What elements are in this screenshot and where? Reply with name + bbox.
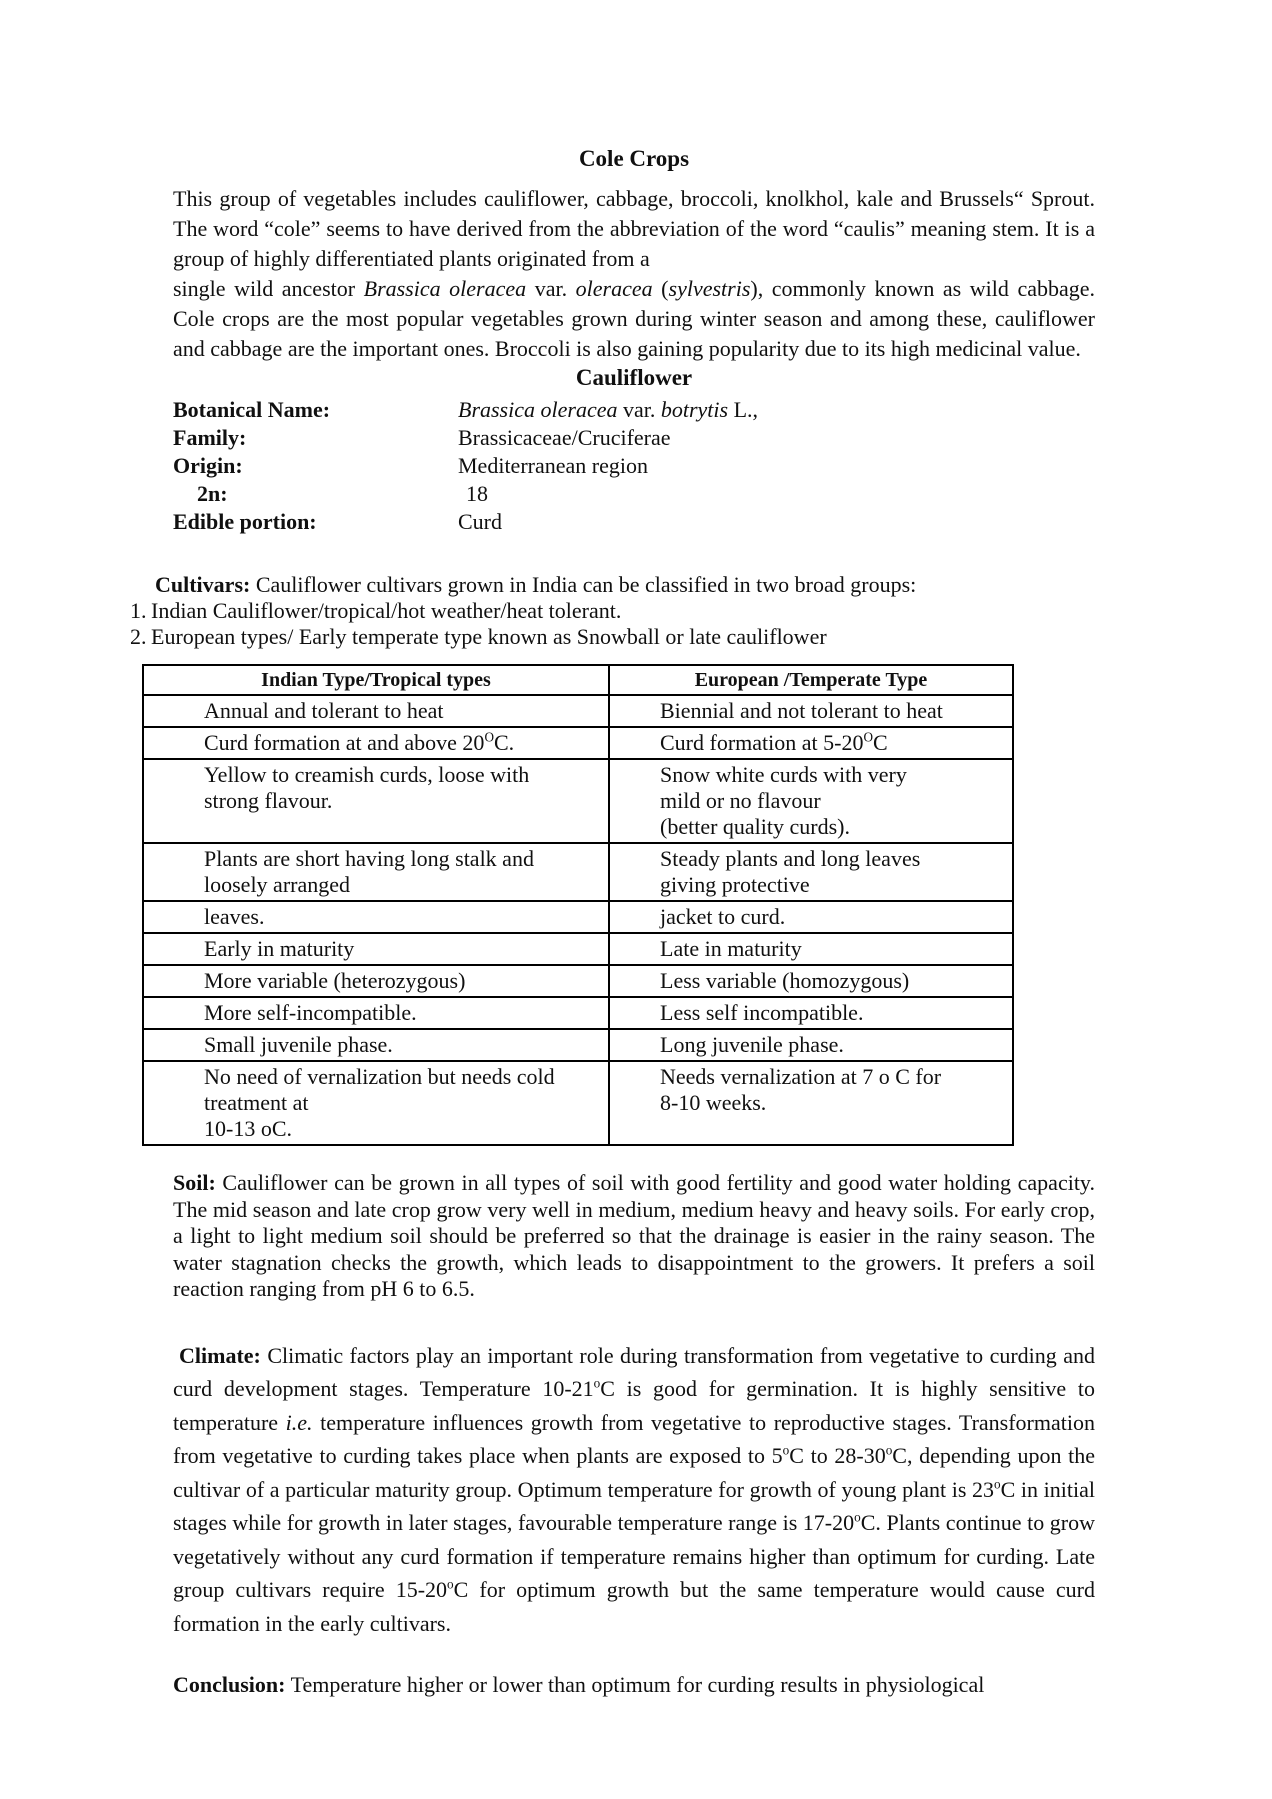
soil-paragraph: Soil: Cauliflower can be grown in all types of soil with good fertility and good water holding capacity. The mid season and late crop grow very well in medium, medium heavy and heavy soils. For early crop, a light to light medium soil should be preferred so that the drainage is easier in the rainy season. The water stagnation checks the growth, which leads to disappointment to the growers. It prefers a soil reaction ranging from pH 6 to 6.5.: [173, 1170, 1095, 1301]
fact-label: Family:: [173, 425, 247, 450]
table-row: [143, 901, 1013, 933]
table-header-indian-type: Indian Type/Tropical types: [143, 665, 609, 695]
table-cell-left: More variable (heterozygous): [143, 965, 609, 997]
table-cell-left: Small juvenile phase.: [143, 1029, 609, 1061]
list-item-text: Indian Cauliflower/tropical/hot weather/heat tolerant.: [151, 598, 622, 623]
page-title: Cole Crops: [578, 146, 690, 171]
list-item: [130, 598, 1095, 624]
fact-value: Brassica oleracea var. botrytis L.,: [458, 397, 759, 422]
conclusion-paragraph: Conclusion: Temperature higher or lower than optimum for curding results in physiological: [173, 1672, 985, 1697]
list-item-number: 2.: [130, 624, 147, 649]
table-cell-left: Yellow to creamish curds, loose with strong flavour.: [143, 759, 609, 843]
climate-paragraph: Climate: Climatic factors play an important role during transformation from vegetative to curding and curd development stages. Temperature 10-21$^o$C is good for germination. It is highly sensitive to temperature i.e. temperature influences growth from vegetative to reproductive stages. Transformation from vegetative to curding takes place when plants are exposed to 5$^o$C to 28-30$^o$C, depending upon the cultivar of a particular maturity group. Optimum temperature for growth of young plant is 23$^o$C in initial stages while for growth in later stages, favourable temperature range is 17-20$^o$C. Plants continue to grow vegetatively without any curd formation if temperature remains higher than optimum for curding. Late group cultivars require 15-20$^o$C for optimum growth but the same temperature would cause curd formation in the early cultivars.: [173, 1342, 1095, 1636]
table-row: [143, 965, 1013, 997]
table-row: [143, 695, 1013, 727]
table-row: [143, 759, 1013, 843]
fact-row-edible-portion: [173, 508, 1095, 536]
table-row: [143, 933, 1013, 965]
table-row: [143, 1061, 1013, 1145]
table-cell-right: Late in maturity: [609, 933, 1013, 965]
table-row: [143, 1029, 1013, 1061]
table-cell-left: Plants are short having long stalk and loosely arranged: [143, 843, 609, 901]
table-cell-right: Less variable (homozygous): [609, 965, 1013, 997]
table-cell-right: Snow white curds with very mild or no flavour (better quality curds).: [609, 759, 1013, 843]
table-cell-left: Annual and tolerant to heat: [143, 695, 609, 727]
table-cell-left: Early in maturity: [143, 933, 609, 965]
list-item-number: 1.: [130, 598, 147, 623]
table-header-european-type: European /Temperate Type: [609, 665, 1013, 695]
fact-row-family: [173, 424, 1095, 452]
fact-value: 18: [466, 481, 488, 506]
table-cell-right: Curd formation at $5-20^OC$: [609, 727, 1013, 759]
botanical-facts: [173, 396, 1095, 536]
table-cell-left: leaves.: [143, 901, 609, 933]
table-cell-right: Biennial and not tolerant to heat: [609, 695, 1013, 727]
fact-value: Curd: [458, 509, 502, 534]
fact-row-origin: [173, 452, 1095, 480]
fact-row-2n: [173, 480, 1095, 508]
list-item-text: European types/ Early temperate type known as Snowball or late cauliflower: [151, 624, 827, 649]
table-row: [143, 843, 1013, 901]
section-heading-cauliflower: Cauliflower: [575, 365, 693, 390]
fact-label: Origin:: [173, 453, 243, 478]
table-cell-left: More self-incompatible.: [143, 997, 609, 1029]
table-cell-right: Needs vernalization at 7 o C for 8-10 weeks.: [609, 1061, 1013, 1145]
fact-value: Mediterranean region: [458, 453, 648, 478]
table-header-row: [143, 665, 1013, 695]
comparison-table: [142, 664, 1014, 1146]
cultivars-list: [130, 598, 1095, 650]
fact-value: Brassicaceae/Cruciferae: [458, 425, 671, 450]
table-row: [143, 997, 1013, 1029]
table-row: [143, 727, 1013, 759]
list-item: [130, 624, 1095, 650]
intro-paragraph: This group of vegetables includes cauliflower, cabbage, broccoli, knolkhol, kale and Brussels“ Sprout. The word “cole” seems to have derived from the abbreviation of the word “caulis” meaning stem. It is a group of highly differentiated plants originated from a single wild ancestor Brassica oleracea var. oleracea (sylvestris), commonly known as wild cabbage. Cole crops are the most popular vegetables grown during winter season and among these, cauliflower and cabbage are the important ones. Broccoli is also gaining popularity due to its high medicinal value.: [173, 186, 1095, 361]
table-cell-left: No need of vernalization but needs cold treatment at 10-13 oC.: [143, 1061, 609, 1145]
fact-label: 2n:: [197, 481, 228, 506]
table-cell-right: Steady plants and long leaves giving protective: [609, 843, 1013, 901]
fact-label: Botanical Name:: [173, 397, 331, 422]
table-cell-right: Less self incompatible.: [609, 997, 1013, 1029]
table-cell-right: jacket to curd.: [609, 901, 1013, 933]
fact-label: Edible portion:: [173, 509, 317, 534]
cultivars-paragraph: Cultivars: Cauliflower cultivars grown in India can be classified in two broad groups:: [155, 572, 917, 597]
table-cell-left: Curd formation at and above $20^OC$.: [143, 727, 609, 759]
fact-row-botanical-name: [173, 396, 1095, 424]
table-cell-right: Long juvenile phase.: [609, 1029, 1013, 1061]
